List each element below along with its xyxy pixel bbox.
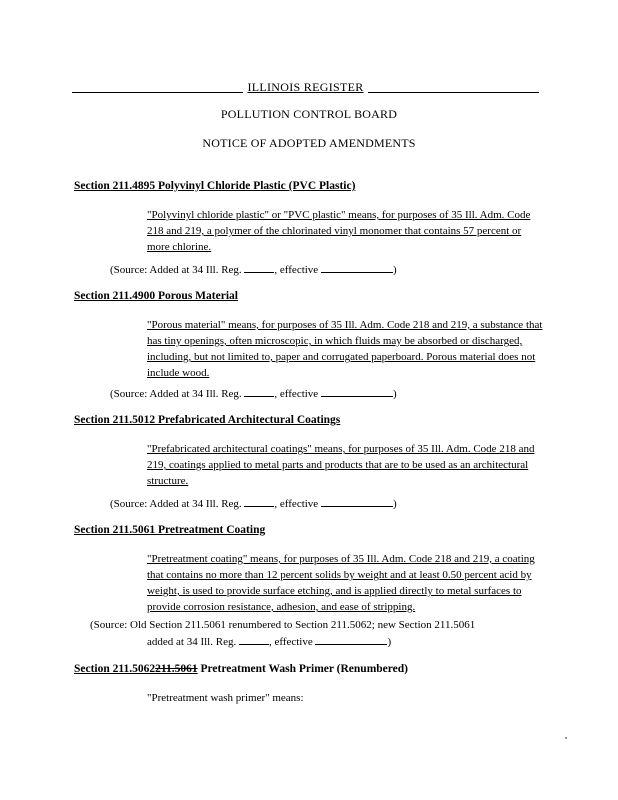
source-note-5061: [90, 618, 475, 633]
effective-date-blank: [321, 496, 393, 507]
effective-label: , effective: [268, 636, 313, 648]
section-heading-5012: Section 211.5012 Prefabricated Architectural Coatings: [74, 414, 341, 426]
section-heading-4900: Section 211.4900 Porous Material: [74, 290, 238, 302]
heading-old-number: 211.5061: [155, 663, 198, 675]
source-added-label: added at 34 Ill. Reg.: [147, 636, 237, 648]
definition-text: "Pretreatment coating" means, for purposes of 35 Ill. Adm. Code 218 and 219, a coating that contains no more than 12 percent solids by weight and at least 0.50 percent acid by weight, is used to provide surface etching, and is applied directly to metal surfaces to provide corrosion resistance, adhesion, and ease of stripping.: [147, 553, 535, 613]
definition-text: "Porous material" means, for purposes of 35 Ill. Adm. Code 218 and 219, a substance that has tiny openings, often microscopic, in which fluids may be absorbed or discharged, including, but not limited to, paper and corrugated paperboard. Porous material does not include wood.: [147, 319, 543, 379]
effective-label: , effective: [274, 388, 319, 400]
definition-text: "Prefabricated architectural coatings" means, for purposes of 35 Ill. Adm. Code 218 and 219, coatings applied to metal parts and products that are to be used as an architectural structure.: [147, 443, 535, 487]
section-heading-4895: Section 211.4895 Polyvinyl Chloride Plastic (PVC Plastic): [74, 180, 356, 192]
heading-new-number: Section 211.5062: [74, 663, 156, 675]
heading-title: Pretreatment Wash Primer (Renumbered): [197, 663, 409, 675]
section-text-4895: [147, 207, 543, 255]
section-heading-5062: [74, 663, 408, 675]
register-blank: [239, 634, 269, 645]
definition-text: "Polyvinyl chloride plastic" or "PVC plastic" means, for purposes of 35 Ill. Adm. Code 218 and 219, a polymer of the chlorinated vinyl monomer that contains 57 percent or more chlorine.: [147, 209, 531, 253]
source-label: (Source: Added at 34 Ill. Reg.: [110, 388, 242, 400]
source-close: ): [392, 388, 397, 400]
section-heading-5061: Section 211.5061 Pretreatment Coating: [74, 524, 266, 536]
header-rule-left: [72, 92, 243, 93]
effective-date-blank: [321, 262, 393, 273]
header-rule-right: [368, 92, 539, 93]
source-label: (Source: Added at 34 Ill. Reg.: [110, 264, 242, 276]
agency-name: POLLUTION CONTROL BOARD: [220, 107, 398, 121]
section-text-5062: [147, 690, 543, 706]
register-header: [72, 80, 539, 95]
source-close: ): [392, 264, 397, 276]
source-line-1: (Source: Old Section 211.5061 renumbered to Section 211.5062; new Section 211.5061: [90, 619, 476, 631]
effective-date-blank: [321, 386, 393, 397]
scan-speck: [565, 737, 567, 739]
source-close: ): [392, 498, 397, 510]
source-label: (Source: Added at 34 Ill. Reg.: [110, 498, 242, 510]
source-note-4895: [110, 262, 397, 278]
section-text-4900: [147, 317, 543, 381]
section-text-5012: [147, 441, 543, 489]
source-note-5012: [110, 496, 397, 512]
effective-label: , effective: [274, 264, 319, 276]
source-note-5061-line2: [147, 634, 391, 650]
register-title: ILLINOIS REGISTER: [247, 80, 364, 94]
register-blank: [244, 496, 274, 507]
source-close: ): [387, 636, 392, 648]
definition-text: "Pretreatment wash primer" means:: [147, 692, 304, 704]
effective-date-blank: [315, 634, 387, 645]
source-note-4900: [110, 386, 397, 402]
register-blank: [244, 386, 274, 397]
register-blank: [244, 262, 274, 273]
notice-title: NOTICE OF ADOPTED AMENDMENTS: [202, 136, 416, 150]
section-text-5061: [147, 551, 543, 615]
effective-label: , effective: [274, 498, 319, 510]
